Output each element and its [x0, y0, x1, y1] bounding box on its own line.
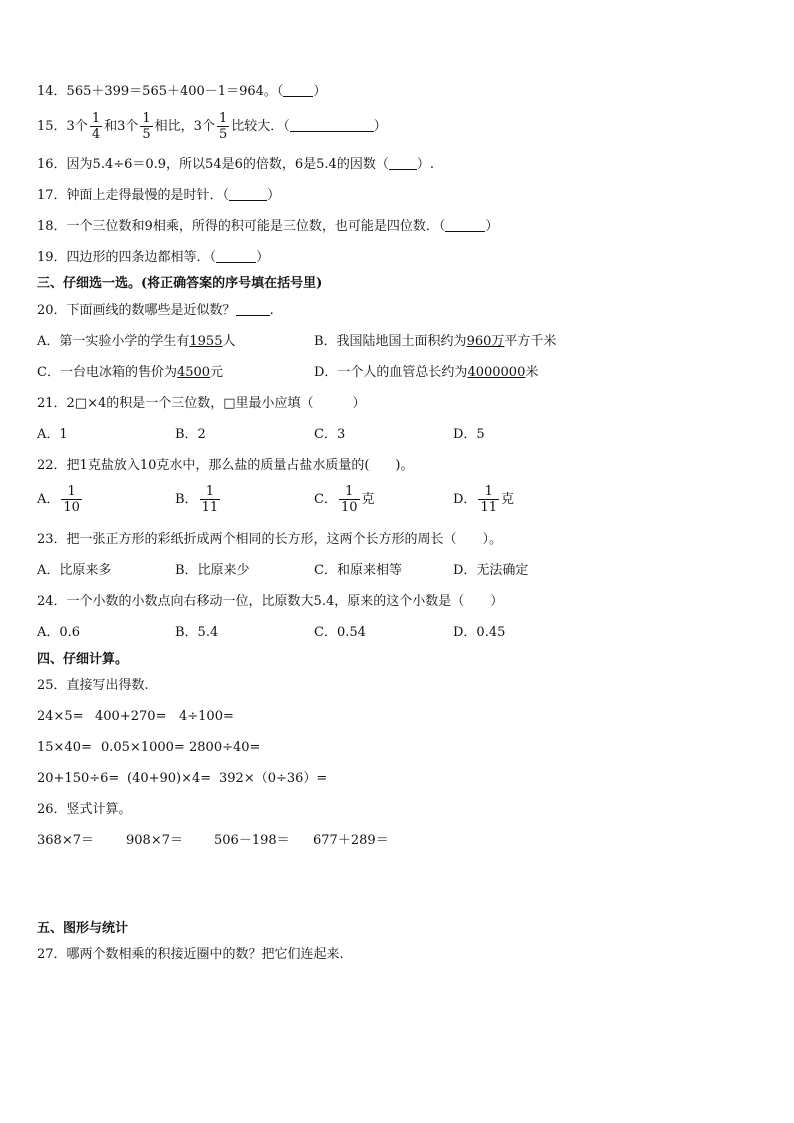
question-text: 直接写出得数.: [66, 678, 149, 693]
calc-row: [37, 832, 389, 850]
option-a[interactable]: A．比原来多: [37, 563, 112, 578]
calc-item: 2800÷40=: [189, 740, 261, 755]
answer-blank[interactable]: [236, 303, 270, 316]
calc-item: 15×40=: [37, 740, 92, 755]
question-number: 27．: [37, 947, 67, 962]
option-c[interactable]: C．3: [314, 427, 346, 442]
question-text: 竖式计算。: [66, 802, 132, 817]
question-number: 19．: [37, 250, 67, 265]
question-number: 24．: [37, 594, 67, 609]
option-b[interactable]: B．我国陆地国土面积约为960万平方千米: [314, 334, 557, 349]
option-d[interactable]: D． $\frac{1}{11}$ 克: [453, 484, 514, 515]
option-a[interactable]: A．0.6: [37, 625, 81, 640]
question-number: 22．: [37, 458, 67, 473]
option-a[interactable]: A． $\frac{1}{10}$: [37, 484, 80, 515]
calc-item: 4÷100=: [179, 709, 234, 724]
fraction: $\frac{1}{11}$: [480, 484, 497, 515]
option-d[interactable]: D．无法确定: [453, 563, 529, 578]
question-number: 18．: [37, 219, 67, 234]
calc-item: (40+90)×4=: [127, 771, 212, 786]
question-22: [37, 457, 414, 475]
question-27: [37, 946, 344, 964]
answer-blank[interactable]: [216, 250, 256, 263]
fraction: $\frac{1}{5}$: [218, 111, 228, 142]
question-15: 15．3个 $\frac{1}{4}$ 和3个 $\frac{1}{5}$ 相比，3个 $\frac{1}{5}$ 比较大．（ ）: [37, 111, 387, 142]
question-text: 钟面上走得最慢的是时针．（: [66, 188, 230, 203]
question-text: 2□×4的积是一个三位数，□里最小应填（ ）: [66, 396, 366, 411]
question-20: 20．下面画线的数哪些是近似数？ .: [37, 303, 274, 318]
calc-item: 24×5=: [37, 709, 84, 724]
calc-row: [37, 708, 234, 726]
question-14: 14．565＋399＝565＋400－1＝964。（ ）: [37, 84, 327, 99]
calc-item: 908×7＝: [126, 833, 183, 848]
question-text: 下面画线的数哪些是近似数？: [66, 303, 236, 318]
option-a[interactable]: A．1: [37, 427, 68, 442]
calc-row: [37, 770, 327, 788]
question-number: 17．: [37, 188, 67, 203]
question-number: 21．: [37, 396, 67, 411]
calc-item: 20+150÷6=: [37, 771, 120, 786]
answer-blank[interactable]: [290, 119, 374, 132]
question-text: 哪两个数相乘的积接近圈中的数？把它们连起来.: [66, 947, 344, 962]
question-number: 26．: [37, 802, 67, 817]
question-number: 14．: [37, 84, 67, 99]
question-text: 把1克盐放入10克水中，那么盐的质量占盐水质量的( )。: [66, 458, 414, 473]
option-c[interactable]: C．0.54: [314, 625, 366, 640]
question-text: 把一张正方形的彩纸折成两个相同的长方形，这两个长方形的周长（ ）。: [66, 532, 503, 547]
fraction: $\frac{1}{10}$: [63, 484, 80, 515]
question-19: 19．四边形的四条边都相等．（ ）: [37, 250, 270, 265]
option-b[interactable]: B． $\frac{1}{11}$: [175, 484, 219, 515]
option-b[interactable]: B．5.4: [175, 625, 219, 640]
answer-blank[interactable]: [283, 84, 313, 97]
calc-item: 0.05×1000=: [101, 740, 185, 755]
option-c[interactable]: C． $\frac{1}{10}$ 克: [314, 484, 375, 515]
option-b[interactable]: B．比原来少: [175, 563, 250, 578]
fraction: $\frac{1}{5}$: [142, 111, 151, 142]
question-25: [37, 677, 149, 695]
fraction: $\frac{1}{4}$: [91, 111, 101, 142]
question-number: 20．: [37, 303, 67, 318]
question-number: 23．: [37, 532, 67, 547]
option-d[interactable]: D．一个人的血管总长约为4000000米: [314, 365, 539, 380]
question-text: 因为5.4÷6＝0.9，所以54是6的倍数，6是5.4的因数（: [66, 157, 389, 172]
answer-blank[interactable]: [229, 188, 267, 201]
question-text: 565＋399＝565＋400－1＝964。（: [66, 84, 284, 99]
option-d[interactable]: D．5: [453, 427, 485, 442]
calc-item: 506－198＝: [214, 833, 290, 848]
answer-blank[interactable]: [445, 219, 485, 232]
question-text: 四边形的四条边都相等．（: [66, 250, 217, 265]
option-d[interactable]: D．0.45: [453, 625, 506, 640]
option-a[interactable]: A．第一实验小学的学生有1955人: [37, 334, 236, 349]
fraction: $\frac{1}{11}$: [201, 484, 219, 515]
question-text: 一个小数的小数点向右移动一位，比原数大5.4，原来的这个小数是（ ）: [66, 594, 504, 609]
question-26: [37, 801, 132, 819]
calc-item: 677＋289＝: [313, 833, 389, 848]
option-c[interactable]: C．一台电冰箱的售价为4500元: [37, 365, 224, 380]
calc-item: 368×7＝: [37, 833, 94, 848]
option-b[interactable]: B．2: [175, 427, 206, 442]
question-17: 17．钟面上走得最慢的是时针．（ ）: [37, 188, 281, 203]
calc-row: [37, 739, 260, 757]
question-21: [37, 395, 366, 413]
question-24: [37, 593, 503, 611]
question-number: 25．: [37, 678, 67, 693]
question-18: 18．一个三位数和9相乘，所得的积可能是三位数，也可能是四位数．（ ）: [37, 219, 499, 234]
option-c[interactable]: C．和原来相等: [314, 563, 402, 578]
section-heading: 三、仔细选一选。(将正确答案的序号填在括号里): [37, 276, 323, 291]
calc-item: 400+270=: [95, 709, 167, 724]
section-heading: 五、图形与统计: [37, 921, 129, 936]
question-number: 16．: [37, 157, 67, 172]
question-16: 16．因为5.4÷6＝0.9，所以54是6的倍数，6是5.4的因数（ ）.: [37, 157, 434, 172]
answer-blank[interactable]: [389, 157, 417, 170]
question-number: 15．: [37, 119, 67, 134]
fraction: $\frac{1}{10}$: [340, 484, 358, 515]
section-heading: 四、仔细计算。: [37, 652, 129, 667]
question-23: [37, 531, 502, 549]
calc-item: 392×（0÷36）=: [219, 771, 328, 786]
question-text: 一个三位数和9相乘，所得的积可能是三位数，也可能是四位数．（: [66, 219, 446, 234]
